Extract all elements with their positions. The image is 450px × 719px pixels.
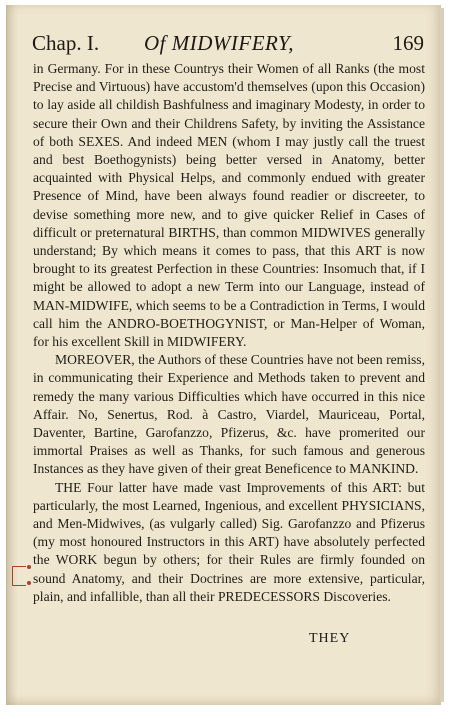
catchword: THEY (309, 631, 351, 646)
page-edge (440, 8, 444, 702)
margin-annotation-dot (27, 565, 31, 569)
paragraph-3: THE Four latter have made vast Improvements of this ART: but particularly, the most Learned, Ingenious, and excellent PHYSICIANS, and Men-Midwives, (as vulgarly called) Sig. Garofanzzo and Pfizerus (my most honoured Instructors in this ART) have absolutely perfected the WORK begun by others; for their Rules are firmly founded on sound Anatomy, and their Doctrines are more extensive, particular, plain, and infallible, than all their PREDECESSORS Discoveries. (33, 479, 425, 604)
page-number: 169 (392, 31, 424, 55)
margin-annotation-dot (27, 581, 31, 585)
running-title: Of MIDWIFERY, (144, 31, 294, 55)
margin-annotation-bracket (12, 566, 26, 586)
paragraph-2: MOREOVER, the Authors of these Countries have not been remiss, in communicating their Experience and Methods taken to prevent and remedy the many various Difficulties which have occurred in this nice Affair. No, Senertus, Rod. à Castro, Viardel, Mauriceau, Portal, Daventer, Bartine, Garofanzzo, Pfizerus, &c. have promerited our immortal Praises as well as Thanks, for such famous and generous Instances as they have given of their great Beneficence to MANKIND. (33, 352, 425, 477)
paragraph-1: in Germany. For in these Countrys their Women of all Ranks (the most Precise and Virtuous) have accustom'd themselves (upon this Occasion) to lay aside all childish Bashfulness and imaginary Modesty, in order to secure their Own and their Childrens Safety, by inviting the Assistance of both SEXES. And indeed MEN (whom I may justly call the truest and best Boethogynists) being better versed in Anatomy, better acquainted with Physical Helps, and commonly endued with greater Presence of Mind, have been always found readier or discreeter, to devise something more new, and to give quicker Relief in Cases of difficult or preternatural BIRTHS, than common MIDWIVES generally understand; By which means it comes to pass, that this ART is now brought to its greatest Perfection in these Countries: Insomuch that, if I might be allowed to adopt a new Term into our Language, instead of MAN-MIDWIFE, which seems to be a Contradiction in Terms, I would call him the ANDRO-BOETHOGYNIST, or Man-Helper of Woman, for his excellent Skill in MIDWIFERY. (33, 61, 425, 350)
page-gutter-shadow (6, 5, 18, 705)
running-header (32, 31, 424, 57)
body-text (33, 60, 425, 606)
chapter-label: Chap. I. (32, 31, 100, 55)
